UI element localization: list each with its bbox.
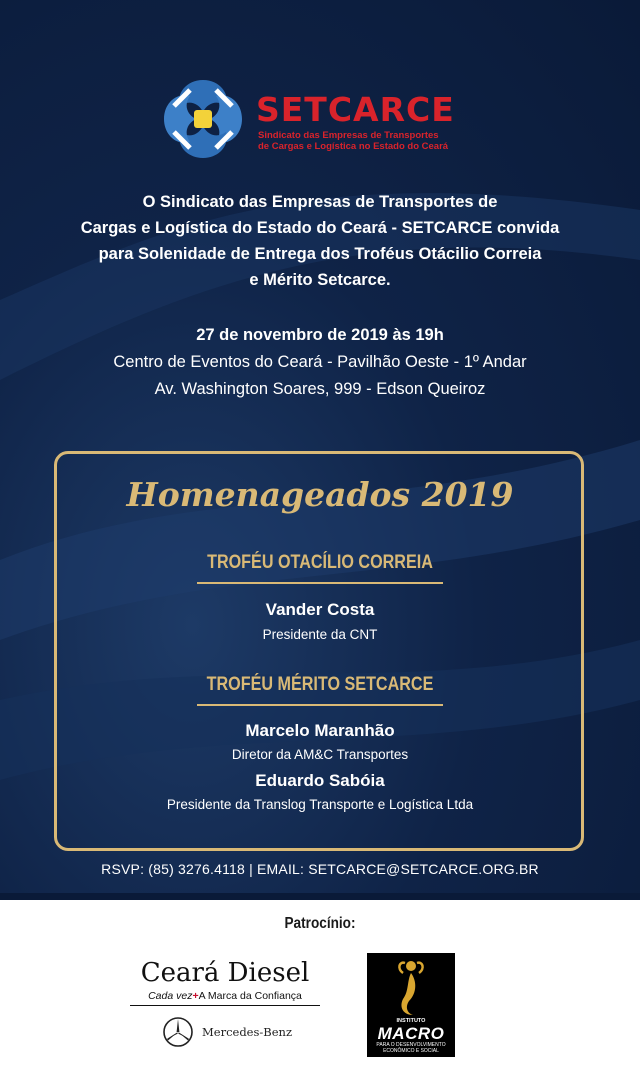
figure-icon — [395, 959, 427, 1017]
award-title: TROFÉU OTACÍLIO CORREIA — [207, 552, 433, 573]
logo-subtitle-line: de Cargas e Logística no Estado do Ceará — [258, 141, 449, 152]
ceara-diesel-name: Ceará Diesel — [140, 958, 310, 988]
instituto-macro-logo — [367, 953, 455, 1057]
honoree-name: Vander Costa — [265, 600, 375, 619]
award-title: TROFÉU MÉRITO SETCARCE — [206, 674, 434, 695]
slogan-right: A Marca da Confiança — [198, 990, 302, 1002]
honoree-name: Marcelo Maranhão — [245, 721, 395, 740]
invitation-text — [40, 189, 600, 293]
mercedes-benz-label: Mercedes-Benz — [202, 1025, 293, 1039]
ceara-diesel-logo — [130, 958, 320, 1058]
macro-subtitle — [367, 1042, 455, 1054]
macro-subtitle-line: PARA O DESENVOLVIMENTO — [376, 1042, 446, 1048]
slogan-left: Cada vez — [148, 990, 193, 1002]
honoree-role: Presidente da Translog Transporte e Logística Ltda — [166, 797, 474, 812]
invitation-line: Cargas e Logística do Estado do Ceará - SETCARCE convida — [80, 219, 560, 237]
invitation-line: e Mérito Setcarce. — [249, 271, 391, 289]
logo-wordmark: SETCARCE — [256, 90, 455, 129]
honoree-role: Diretor da AM&C Transportes — [231, 747, 409, 762]
invitation-line: para Solenidade de Entrega dos Troféus Otácilio Correia — [98, 245, 542, 263]
macro-name: MACRO — [377, 1024, 445, 1043]
honoree-name: Eduardo Sabóia — [255, 771, 385, 790]
honoree-role: Presidente da CNT — [262, 627, 378, 642]
event-venue: Centro de Eventos do Ceará - Pavilhão Oeste - 1º Andar — [113, 353, 527, 371]
ceara-diesel-slogan — [130, 990, 320, 1002]
event-date: 27 de novembro de 2019 às 19h — [196, 326, 444, 344]
event-address: Av. Washington Soares, 999 - Edson Queiroz — [154, 380, 486, 398]
footer-divider — [0, 893, 640, 900]
invitation-line: O Sindicato das Empresas de Transportes de — [142, 193, 498, 211]
honorees-title: Homenageados 2019 — [126, 475, 514, 514]
setcarce-logo — [160, 76, 470, 162]
setcarce-emblem-icon — [160, 76, 246, 162]
logo-subtitle — [258, 130, 448, 152]
event-details — [40, 322, 600, 403]
logo-subtitle-line: Sindicato das Empresas de Transportes — [258, 130, 439, 141]
award-divider — [197, 704, 443, 706]
diesel-divider — [130, 1005, 320, 1006]
macro-institute-label: INSTITUTO — [396, 1018, 426, 1024]
macro-subtitle-line: ECONÔMICO E SOCIAL — [383, 1048, 439, 1054]
award-divider — [197, 582, 443, 584]
sponsor-label: Patrocínio: — [284, 915, 356, 932]
cross-icon: + — [192, 990, 199, 1002]
rsvp-contact: RSVP: (85) 3276.4118 | EMAIL: SETCARCE@SETCARCE.ORG.BR — [101, 861, 539, 877]
mercedes-star-icon — [162, 1016, 194, 1048]
